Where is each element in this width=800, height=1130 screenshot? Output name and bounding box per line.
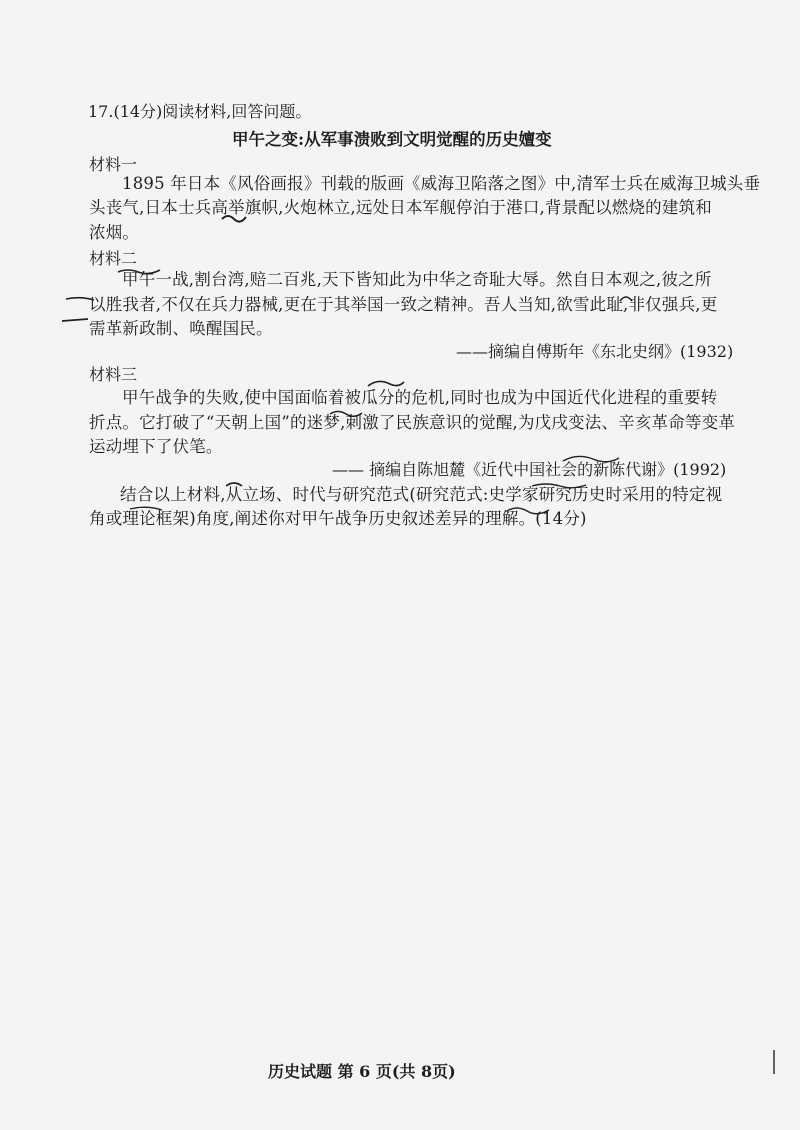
material3-line-2: 折点。它打破了“天朝上国”的迷梦,刺激了民族意识的觉醒,为戊戌变法、辛亥革命等变革: [89, 413, 736, 432]
question-title: 甲午之变:从军事溃败到文明觉醒的历史嬗变: [232, 130, 552, 149]
task-line-1: 结合以上材料,从立场、时代与研究范式(研究范式:史学家研究历史时采用的特定视: [120, 485, 723, 504]
material1-line-2: 头丧气,日本士兵高举旗帜,火炮林立,远处日本军舰停泊于港口,背景配以燃烧的建筑和: [89, 198, 712, 217]
material3-line-3: 运动埋下了伏笔。: [89, 437, 223, 456]
material1-label: 材料一: [89, 155, 138, 174]
material2-source: ——摘编自傅斯年《东北史纲》(1932): [456, 342, 734, 361]
material2-line-3: 需革新政制、唤醒国民。: [89, 319, 273, 338]
page-footer: 历史试题 第 6 页(共 8页): [268, 1062, 456, 1081]
material1-line-3: 浓烟。: [89, 223, 140, 242]
question-header: 17.(14分)阅读材料,回答问题。: [88, 102, 312, 121]
material3-line-1: 甲午战争的失败,使中国面临着被瓜分的危机,同时也成为中国近代化进程的重要转: [122, 388, 718, 407]
material2-label: 材料二: [89, 249, 138, 268]
material3-label: 材料三: [89, 365, 138, 384]
task-line-2: 角或理论框架)角度,阐述你对甲午战争历史叙述差异的理解。(14分): [89, 509, 587, 528]
material2-line-2: 以胜我者,不仅在兵力器械,更在于其举国一致之精神。吾人当知,欲雪此耻,非仅强兵,更: [89, 295, 718, 314]
material1-line-1: 1895 年日本《风俗画报》刊载的版画《威海卫陷落之图》中,清军士兵在威海卫城头垂: [122, 174, 761, 193]
material3-source: —— 摘编自陈旭麓《近代中国社会的新陈代谢》(1992): [332, 460, 727, 479]
material2-line-1: 甲午一战,割台湾,赔二百兆,天下皆知此为中华之奇耻大辱。然自日本观之,彼之所: [122, 270, 712, 289]
